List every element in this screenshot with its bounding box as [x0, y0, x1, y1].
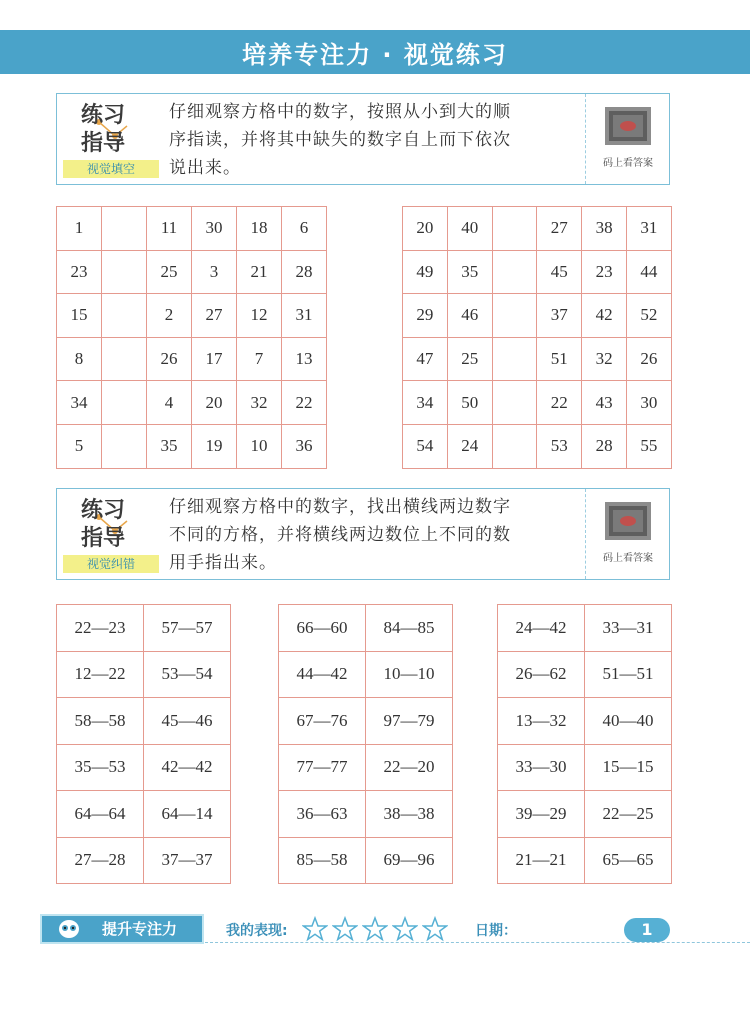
grid-cell: 13—32	[498, 698, 585, 745]
footer	[0, 910, 750, 950]
grid-cell	[102, 250, 147, 294]
grid-cell: 33—31	[585, 605, 672, 652]
grid-cell: 37	[537, 294, 582, 338]
grid-row	[57, 744, 231, 791]
grid-row	[57, 294, 327, 338]
grid-cell: 7	[237, 337, 282, 381]
grid-cell: 52	[626, 294, 671, 338]
grid-cell: 38—38	[366, 791, 453, 838]
grid-cell: 44	[626, 250, 671, 294]
tag-subtitle: 视觉纠错	[63, 555, 159, 573]
grid-row	[57, 651, 231, 698]
grid-row	[279, 837, 453, 884]
grid-cell: 21	[237, 250, 282, 294]
grid-row	[57, 207, 327, 251]
grid-cell: 27	[537, 207, 582, 251]
star-icon[interactable]	[422, 916, 448, 942]
grid-cell	[492, 424, 537, 468]
grid-cell: 40—40	[585, 698, 672, 745]
grid-row	[498, 605, 672, 652]
tag-line2: 指导	[81, 525, 126, 551]
grid-cell: 12	[237, 294, 282, 338]
grid-cell: 77—77	[279, 744, 366, 791]
grid-row	[498, 744, 672, 791]
grid-cell: 20	[403, 207, 448, 251]
grid-cell: 28	[282, 250, 327, 294]
star-icon[interactable]	[362, 916, 388, 942]
grid-cell: 35—53	[57, 744, 144, 791]
grid-cell: 51	[537, 337, 582, 381]
grid-cell: 45	[537, 250, 582, 294]
grid-cell: 67—76	[279, 698, 366, 745]
grid-cell: 19	[192, 424, 237, 468]
grid-cell: 25	[147, 250, 192, 294]
grid-cell: 6	[282, 207, 327, 251]
instruction-line: 不同的方格，并将横线两边数位上不同的数	[169, 525, 511, 545]
grid-row	[498, 791, 672, 838]
grid-cell: 64—64	[57, 791, 144, 838]
performance-label: 我的表现:	[226, 923, 288, 939]
tag-subtitle: 视觉填空	[63, 160, 159, 178]
grid-cell: 85—58	[279, 837, 366, 884]
grid-cell: 43	[582, 381, 627, 425]
instruction-line: 序指读，并将其中缺失的数字自上而下依次	[169, 130, 511, 150]
focus-tag	[40, 914, 204, 944]
grid-cell: 44—42	[279, 651, 366, 698]
grid-cell: 22	[282, 381, 327, 425]
grid-row	[403, 207, 672, 251]
grid-cell: 34	[403, 381, 448, 425]
owl-icon	[58, 919, 80, 939]
grid-row	[403, 294, 672, 338]
grid-cell: 26	[147, 337, 192, 381]
grid-cell: 15—15	[585, 744, 672, 791]
qr-answer-box[interactable]	[585, 94, 669, 184]
grid-row	[498, 698, 672, 745]
qr-code-icon[interactable]	[605, 502, 651, 540]
grid-cell: 84—85	[366, 605, 453, 652]
page-title: 培养专注力 · 视觉练习	[242, 40, 508, 69]
grid-cell: 23	[57, 250, 102, 294]
grid-cell: 53	[537, 424, 582, 468]
grid-row	[57, 337, 327, 381]
grid-row	[403, 337, 672, 381]
grid-cell: 24—42	[498, 605, 585, 652]
grid-cell: 36	[282, 424, 327, 468]
grid-cell: 53—54	[144, 651, 231, 698]
grid-row	[57, 424, 327, 468]
grid-cell: 4	[147, 381, 192, 425]
grid-cell: 18	[237, 207, 282, 251]
tag-line1: 练习	[81, 102, 126, 128]
grid-cell	[492, 294, 537, 338]
grid-row	[279, 605, 453, 652]
grid-cell: 28	[582, 424, 627, 468]
number-grid-left	[56, 206, 327, 469]
grid-cell: 35	[447, 250, 492, 294]
grid-cell: 24	[447, 424, 492, 468]
grid-cell: 2	[147, 294, 192, 338]
grid-cell: 69—96	[366, 837, 453, 884]
grid-row	[403, 250, 672, 294]
date-label: 日期：	[475, 923, 517, 939]
grid-row	[57, 381, 327, 425]
grid-cell	[492, 207, 537, 251]
grid-row	[57, 791, 231, 838]
grid-cell: 40	[447, 207, 492, 251]
instruction-box-fill	[56, 93, 670, 185]
grid-cell: 36—63	[279, 791, 366, 838]
grid-cell: 55	[626, 424, 671, 468]
grid-cell: 32	[582, 337, 627, 381]
pair-table-2	[278, 604, 453, 884]
grid-cell: 42—42	[144, 744, 231, 791]
grid-cell: 31	[626, 207, 671, 251]
grid-row	[57, 605, 231, 652]
grid-row	[498, 651, 672, 698]
grid-cell: 50	[447, 381, 492, 425]
grid-cell: 22	[537, 381, 582, 425]
grid-cell: 1	[57, 207, 102, 251]
grid-cell: 54	[403, 424, 448, 468]
grid-row	[498, 837, 672, 884]
page-number: 1	[624, 918, 670, 942]
grid-cell: 10—10	[366, 651, 453, 698]
qr-caption: 码上看答案	[603, 553, 653, 564]
grid-row	[279, 791, 453, 838]
grid-cell: 33—30	[498, 744, 585, 791]
grid-row	[279, 744, 453, 791]
grid-cell: 26	[626, 337, 671, 381]
grid-cell: 17	[192, 337, 237, 381]
grid-cell: 64—14	[144, 791, 231, 838]
grid-cell: 37—37	[144, 837, 231, 884]
grid-cell: 57—57	[144, 605, 231, 652]
grid-cell: 45—46	[144, 698, 231, 745]
grid-cell: 31	[282, 294, 327, 338]
grid-row	[57, 698, 231, 745]
instruction-line: 说出来。	[169, 158, 241, 178]
instruction-line: 仔细观察方格中的数字，按照从小到大的顺	[169, 102, 511, 122]
grid-cell: 58—58	[57, 698, 144, 745]
grid-cell: 13	[282, 337, 327, 381]
instruction-text	[169, 98, 579, 182]
grid-cell: 30	[192, 207, 237, 251]
grid-cell: 39—29	[498, 791, 585, 838]
grid-cell: 23	[582, 250, 627, 294]
grid-cell: 38	[582, 207, 627, 251]
instruction-box-correct	[56, 488, 670, 580]
grid-cell	[102, 424, 147, 468]
grid-cell: 27	[192, 294, 237, 338]
number-grid-right	[402, 206, 672, 469]
grid-cell: 66—60	[279, 605, 366, 652]
focus-tag-label: 提升专注力	[102, 920, 178, 938]
footer-divider	[205, 942, 750, 943]
instruction-line: 用手指出来。	[169, 553, 277, 573]
grid-cell: 27—28	[57, 837, 144, 884]
grid-cell: 3	[192, 250, 237, 294]
grid-cell	[102, 337, 147, 381]
grid-cell: 29	[403, 294, 448, 338]
pair-table-1	[56, 604, 231, 884]
grid-row	[57, 250, 327, 294]
grid-cell	[492, 381, 537, 425]
grid-cell: 47	[403, 337, 448, 381]
header-bar	[0, 30, 750, 74]
tag-line2: 指导	[81, 130, 126, 156]
grid-cell: 22—20	[366, 744, 453, 791]
star-icon[interactable]	[392, 916, 418, 942]
grid-row	[57, 837, 231, 884]
grid-row	[403, 381, 672, 425]
grid-cell: 10	[237, 424, 282, 468]
grid-cell	[102, 294, 147, 338]
grid-cell: 34	[57, 381, 102, 425]
grid-cell: 97—79	[366, 698, 453, 745]
star-icon[interactable]	[302, 916, 328, 942]
instruction-text	[169, 493, 579, 577]
grid-row	[279, 698, 453, 745]
grid-cell	[492, 337, 537, 381]
grid-cell	[102, 207, 147, 251]
grid-cell: 32	[237, 381, 282, 425]
pair-table-3	[497, 604, 672, 884]
grid-cell: 42	[582, 294, 627, 338]
star-icon[interactable]	[332, 916, 358, 942]
grid-cell: 35	[147, 424, 192, 468]
grid-row	[279, 651, 453, 698]
grid-cell: 30	[626, 381, 671, 425]
qr-caption: 码上看答案	[603, 158, 653, 169]
grid-cell	[492, 250, 537, 294]
grid-cell: 49	[403, 250, 448, 294]
grid-cell: 5	[57, 424, 102, 468]
grid-cell: 65—65	[585, 837, 672, 884]
grid-cell: 21—21	[498, 837, 585, 884]
practice-guide-tag	[63, 100, 155, 180]
rating-stars[interactable]	[302, 916, 448, 942]
instruction-line: 仔细观察方格中的数字，找出横线两边数字	[169, 497, 511, 517]
practice-guide-tag	[63, 495, 155, 575]
grid-cell: 22—25	[585, 791, 672, 838]
tag-line1: 练习	[81, 497, 126, 523]
grid-cell: 20	[192, 381, 237, 425]
grid-cell: 12—22	[57, 651, 144, 698]
grid-cell	[102, 381, 147, 425]
grid-cell: 22—23	[57, 605, 144, 652]
grid-cell: 8	[57, 337, 102, 381]
qr-answer-box[interactable]	[585, 489, 669, 579]
grid-cell: 51—51	[585, 651, 672, 698]
grid-cell: 46	[447, 294, 492, 338]
qr-code-icon[interactable]	[605, 107, 651, 145]
grid-row	[403, 424, 672, 468]
grid-cell: 25	[447, 337, 492, 381]
grid-cell: 15	[57, 294, 102, 338]
grid-cell: 11	[147, 207, 192, 251]
grid-cell: 26—62	[498, 651, 585, 698]
